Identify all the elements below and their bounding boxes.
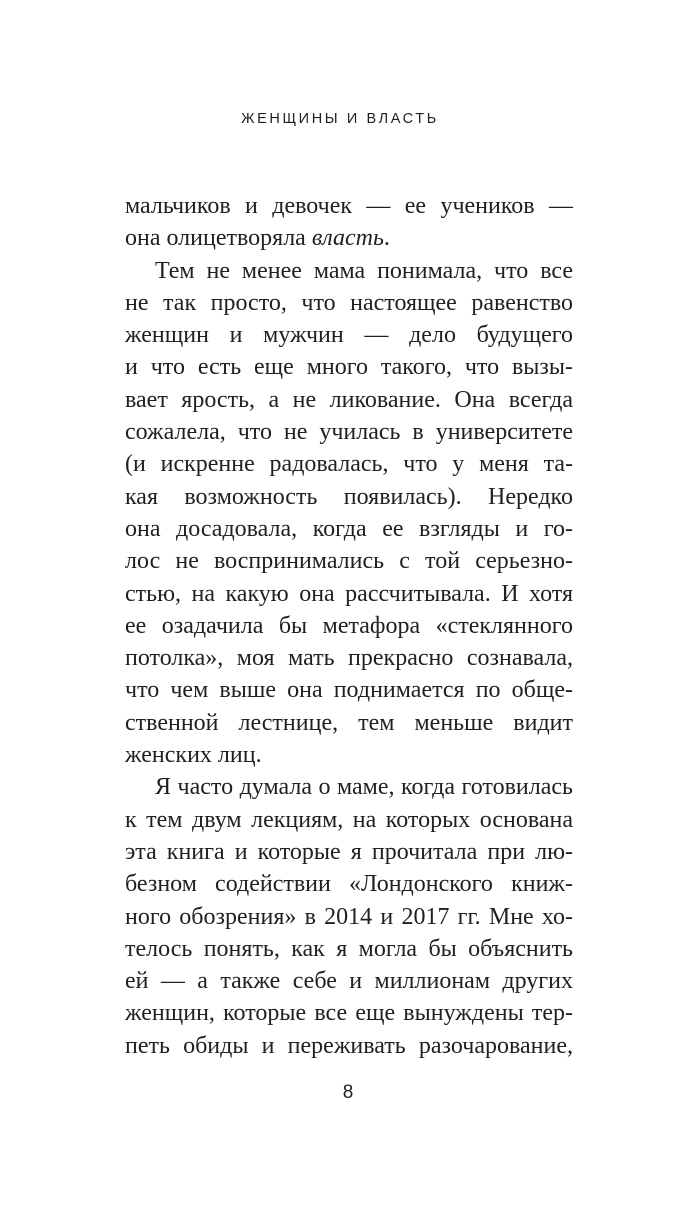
paragraph-last-line: женских лиц. <box>125 742 262 769</box>
text-line: стью, на какую она рассчитывала. И хотя <box>125 580 573 607</box>
text-line: не так просто, что настоящее равенство <box>125 289 573 316</box>
running-head: ЖЕНЩИНЫ И ВЛАСТЬ <box>241 111 439 127</box>
text-line: мальчиков и девочек — ее учеников — <box>125 193 573 219</box>
text-line: ственной лестнице, тем меньше видит <box>125 709 573 736</box>
text-line <box>125 222 573 254</box>
text-line: (и искренне радовалась, что у меня та- <box>125 451 573 478</box>
text-line: безном содействии «Лондонского книж- <box>125 871 573 898</box>
text-line: эта книга и которые я прочитала при лю- <box>125 838 573 865</box>
paragraph-first-line: Тем не менее мама понимала, что все <box>155 257 573 284</box>
paragraph-first-line: Я часто думала о маме, когда готовилась <box>155 774 573 801</box>
text-line: сожалела, что не училась в университете <box>125 419 573 446</box>
text-line: женщин и мужчин — дело будущего <box>125 322 573 349</box>
text-line: что чем выше она поднимается по обще- <box>125 677 573 704</box>
text-line: ного обозрения» в 2014 и 2017 гг. Мне хо- <box>125 903 573 930</box>
text-line: она досадовала, когда ее взгляды и го- <box>125 515 573 542</box>
text-line: кая возможность появилась). Нередко <box>125 483 573 510</box>
text-line: телось понять, как я могла бы объяснить <box>125 935 573 962</box>
page-number: 8 <box>342 1082 354 1103</box>
body-text <box>125 190 573 1062</box>
text-line: ее озадачила бы метафора «стеклянного <box>125 612 573 639</box>
text-line: и что есть еще много такого, что вызы- <box>125 354 573 381</box>
text-line: ей — а также себе и миллионам других <box>125 968 573 995</box>
text-line: вает ярость, а не ликование. Она всегда <box>125 386 573 413</box>
text-span: . <box>383 225 390 252</box>
emphasis-text: власть <box>311 225 384 252</box>
text-line: женщин, которые все еще вынуждены тер- <box>125 1000 573 1027</box>
text-span: она олицетворяла <box>125 225 312 252</box>
text-line: потолка», моя мать прекрасно сознавала, <box>125 645 573 672</box>
text-line: петь обиды и переживать разочарование, <box>125 1032 573 1059</box>
text-line: лос не воспринимались с той серьезно- <box>125 548 573 575</box>
text-line: к тем двум лекциям, на которых основана <box>125 806 573 833</box>
